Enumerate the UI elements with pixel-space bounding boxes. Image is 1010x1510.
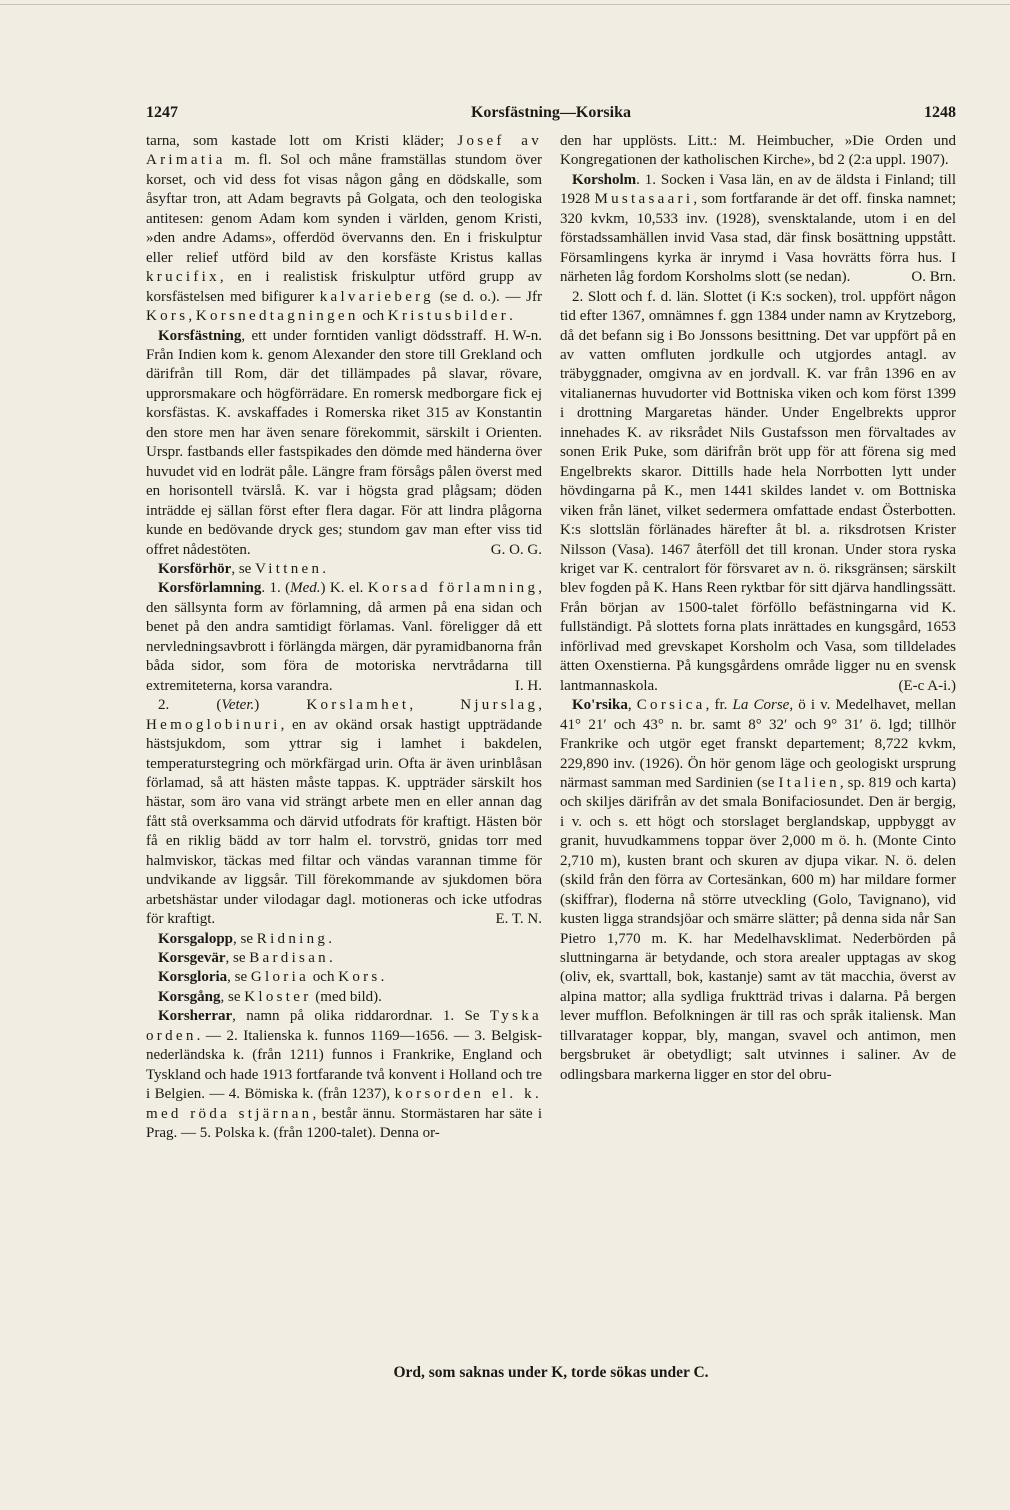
cross-reference: Vittnen (255, 560, 323, 577)
entry-korsholm-part2: 2. Slott och f. d. län. Slottet (i K:s socken), trol. uppfört någon tid efter 1367, omnämnes f. ggn 1384 under namn av Krytzeborg, då det befann sig i Bo Jonssons besittning. Det var uppfört på en av vatten omfluten jordkulle och utgjordes antagl. av träbyggnader, omgivna av en jordvall. K. var från 1396 en av vitalianernas huvudorter vid Bottniska viken och kom först 1399 i drottning Margaretas händer. Under Engelbrekts uppror innehades K. av riksrådet Nils Gustafsson men förvaltades av sonen Erik Puke, som därifrån bröt upp för att förena sig med Engelbrekts skaror. Dittills hade hela Norrbotten lytt under hövdingarna på K., men 1441 skildes landet v. om Bottniska viken från länet, vilket sedermera omfattade endast Österbotten. K:s slottslän förlänades härefter åt bl. a. riksdrotsen Krister Nilsson (Vasa). 1467 återföll det till kronan. Under stora ryska kriget var K. centralort för försvaret av n. ö. riksgränsen; särskilt blev fogden på K. Hans Reen ryktbar för sitt djärva handlingssätt. Från början av 1500-talet förföllo befästningarna vid K. fullständigt. På slottets forna plats inrättades en kungsgård, 1653 införlivad med grevskapet Korsholm och Vasa, som tilldelades ätten Oxenstierna. På kungsgårdens område ligger nu en svensk lantmannaskola. (E-c A-i.) (560, 288, 956, 697)
entry-korsforlamning-part2: 2. (Veter.) Korslamhet, Njurslag, Hemoglobinuri, en av okänd orsak hastigt uppträdande hästsjukdom, som yttrar sig i lamhet i bakdelen, temperaturstegring och mörkfärgad urin. Ofta är även urinblåsan förlamad, så att hästen måste tappas. K. uppträder särskilt hos hästar, som äro vana vid strängt arbete men en eller annan dag fått stå overksamma och därvid utfodrats för kraftigt. Hästen bör få en riklig bädd av torr halm el. torvströ, gnidas torr med halmviskor, täckas med filtar och vändas varannan timme för undvikande av liggsår. Till förekommande av sjukdomen böra arbetshästar under vilodagar dagl. motioneras och icke utfodras för kraftigt. E. T. N. (146, 696, 542, 929)
running-title: Korsfästning—Korsika (470, 104, 631, 121)
author-signature: (E-c A-i.) (898, 677, 956, 694)
entry-korsgevar: Korsgevär, se Bardisan. (158, 950, 333, 967)
cross-reference: Bardisan (249, 950, 329, 967)
headword: Korsherrar (158, 1008, 233, 1025)
cross-reference: Ridning (256, 930, 329, 947)
headword: Ko'rsika (572, 697, 628, 714)
headword: Korsgalopp (158, 930, 234, 947)
author-signature: E. T. N. (495, 911, 542, 928)
headword: Korsholm (572, 171, 637, 188)
top-rule (0, 4, 1010, 5)
entry-korsforhor: Korsförhör, se Vittnen. (158, 560, 327, 577)
left-column (146, 132, 542, 1144)
footer-note: Ord, som saknas under K, torde sökas under C. (393, 1364, 709, 1381)
entry-korsika: Ko'rsika, Corsica, fr. La Corse, ö i v. Medelhavet, mellan 41° 21′ och 43° n. br. samt 8° 32′ och 9° 31′ ö. lgd; tillhör Frankrike och utgör eget franskt departement; 8,722 kvkm, 229,890 inv. (1926). Ön hör genom läge och geologiskt ursprung närmast samman med Sardinien (se Italien, sp. 819 och karta) och skiljes därifrån av det smala Bonifaciosundet. Den är bergig, i v. och s. ett högt och storslaget berglandskap, uppbyggt av granit, huvudkammens toppar över 2,000 m ö. h. (Monte Cinto 2,710 m), kusten brant och skuren av djupa vikar. N. ö. delen (skild från den förra av Cortesänkan, 600 m) har mildare former (skiffrar), floderna nå större utveckling (Golo, Tavignano), vid kusten ligga strandsjöar och smärre slätter; på denna sida når San Pietro 1,770 m. K. har Medelhavsklimat. Nederbörden på sluttningarna är betydande, och stora arealer upptagas av skog (oliv, ek, svarttall, bok, kastanje) samt av tät macchia, överst av alpina mattor; alla sydliga fruktträd trivas i dalarna. På bergen lever mufflon. Befolkningen är till ras och språk italiensk. Man tillvaratager koppar, bly, mangan, svavel och antimon, men bergsbruket är obetydligt; salt utvinnes i saliner. Av de odlingsbara markerna ligger en stor del obru- (560, 697, 957, 1083)
entry-continuation-korsherrar: den har upplösts. Litt.: M. Heimbucher, »Die Orden und Kongregationen der katholischen Kirche», bd 2 (2:a uppl. 1907). (560, 133, 956, 169)
author-signature: O. Brn. (911, 269, 956, 286)
entry-korsgloria: Korsgloria, se Gloria och Kors. (158, 969, 385, 986)
entry-continuation-korstecken: tarna, som kastade lott om Kristi kläder; Josef av Arimatia m. fl. Sol och måne framställas stundom över korset, och vid dess fot visas någon gång en dödskalle, som åsyftar tron, att Adam begravts på Golgata, och den teologiska antitesen: genom Adam kom synden i världen, genom Kristi, »den andre Adams», offerdöd övervanns den. En i friskulptur eller relief utförd bild av den korsfäste Kristus kallas krucifix, en i realistisk friskulptur utförd grupp av korsfästelsen med bifigurer kalvarieberg (se d. o.). — Jfr Kors, Korsnedtagningen och Kristusbilder. H. W-n. (146, 132, 542, 327)
page-number-right: 1248 (924, 104, 956, 121)
entry-korsholm: Korsholm. 1. Socken i Vasa län, en av de äldsta i Finland; till 1928 Mustasaari, som fortfarande är det off. finska namnet; 320 kvkm, 10,533 inv. (1928), svensktalande, utom i en del förstadssamhällen invid Vasa stad, där finsk bosättning uppstått. Församlingens kyrka är inrymd i Vasa hovrätts förra hus. I närheten låg fordom Korsholms slott (se nedan). O. Brn. (560, 171, 956, 288)
author-signature: G. O. G. (490, 541, 542, 558)
page-header (146, 104, 956, 126)
cross-reference: Kors (338, 969, 381, 986)
headword: Korsfästning (158, 327, 242, 344)
headword: Korsförlamning (158, 580, 262, 597)
author-signature: H. W-n. (494, 327, 542, 344)
headword: Korsförhör (158, 560, 232, 577)
entry-korsfastning: Korsfästning, ett under forntiden vanligt dödsstraff. Från Indien kom k. genom Alexander den store till Grekland och därifrån till Rom, där det tillämpades på slavar, rövare, upprorsmakare och högförrädare. En romersk medborgare fick ej korsfästas. K. avskaffades i Romerska riket 315 av Konstantin den store men har även senare förekommit, särskilt i Orienten. Urspr. fastbands eller fastspikades den dömde med händerna över huvudet vid en lodrät påle. Längre fram försågs pålen överst med en horisontell tvärslå. K. var i högsta grad plågsam; döden inträdde ej sällan först efter flera dagar. För att lindra plågorna kunde en bedövande dryck ges; stundom gav man efter viss tid offret nådestöten. G. O. G. (146, 327, 542, 560)
author-signature: I. H. (514, 677, 542, 694)
cross-reference: Gloria (250, 969, 310, 986)
right-column (560, 132, 956, 1085)
page-number-left: 1247 (146, 104, 178, 121)
entry-korsforlamning: Korsförlamning. 1. (Med.) K. el. Korsad förlamning, den sällsynta form av förlamning, då armen på ena sidan och benet på den andra samtidigt förlamas. Vanl. föreligger då ett nervledningsavbrott i förlängda märgen, där pyramidbanorna från båda sidor, som föra de motoriska nervtrådarna till extremiteterna, korsa varandra. I. H. (146, 579, 542, 696)
cross-reference: Italien (778, 774, 840, 791)
cross-reference: Kloster (244, 988, 312, 1005)
entry-korsherrar: Korsherrar, namn på olika riddarordnar. 1. Se Tyska orden. — 2. Italienska k. funnos 1169—1656. — 3. Belgisk-nederländska k. (från 1211) funnos i Frankrike, England och Tyskland och hade 1913 fortfarande två konvent i Holland och tre i Belgien. — 4. Bömiska k. (från 1237), korsorden el. k. med röda stjärnan, består ännu. Stormästaren har säte i Prag. — 5. Polska k. (från 1200-talet). Denna or- (146, 1008, 542, 1142)
entry-korsgalopp: Korsgalopp, se Ridning. (158, 930, 332, 947)
headword: Korsgevär (158, 950, 226, 967)
headword: Korsgloria (158, 969, 228, 986)
headword: Korsgång (158, 988, 221, 1005)
entry-korsgang: Korsgång, se Kloster (med bild). (158, 988, 382, 1005)
